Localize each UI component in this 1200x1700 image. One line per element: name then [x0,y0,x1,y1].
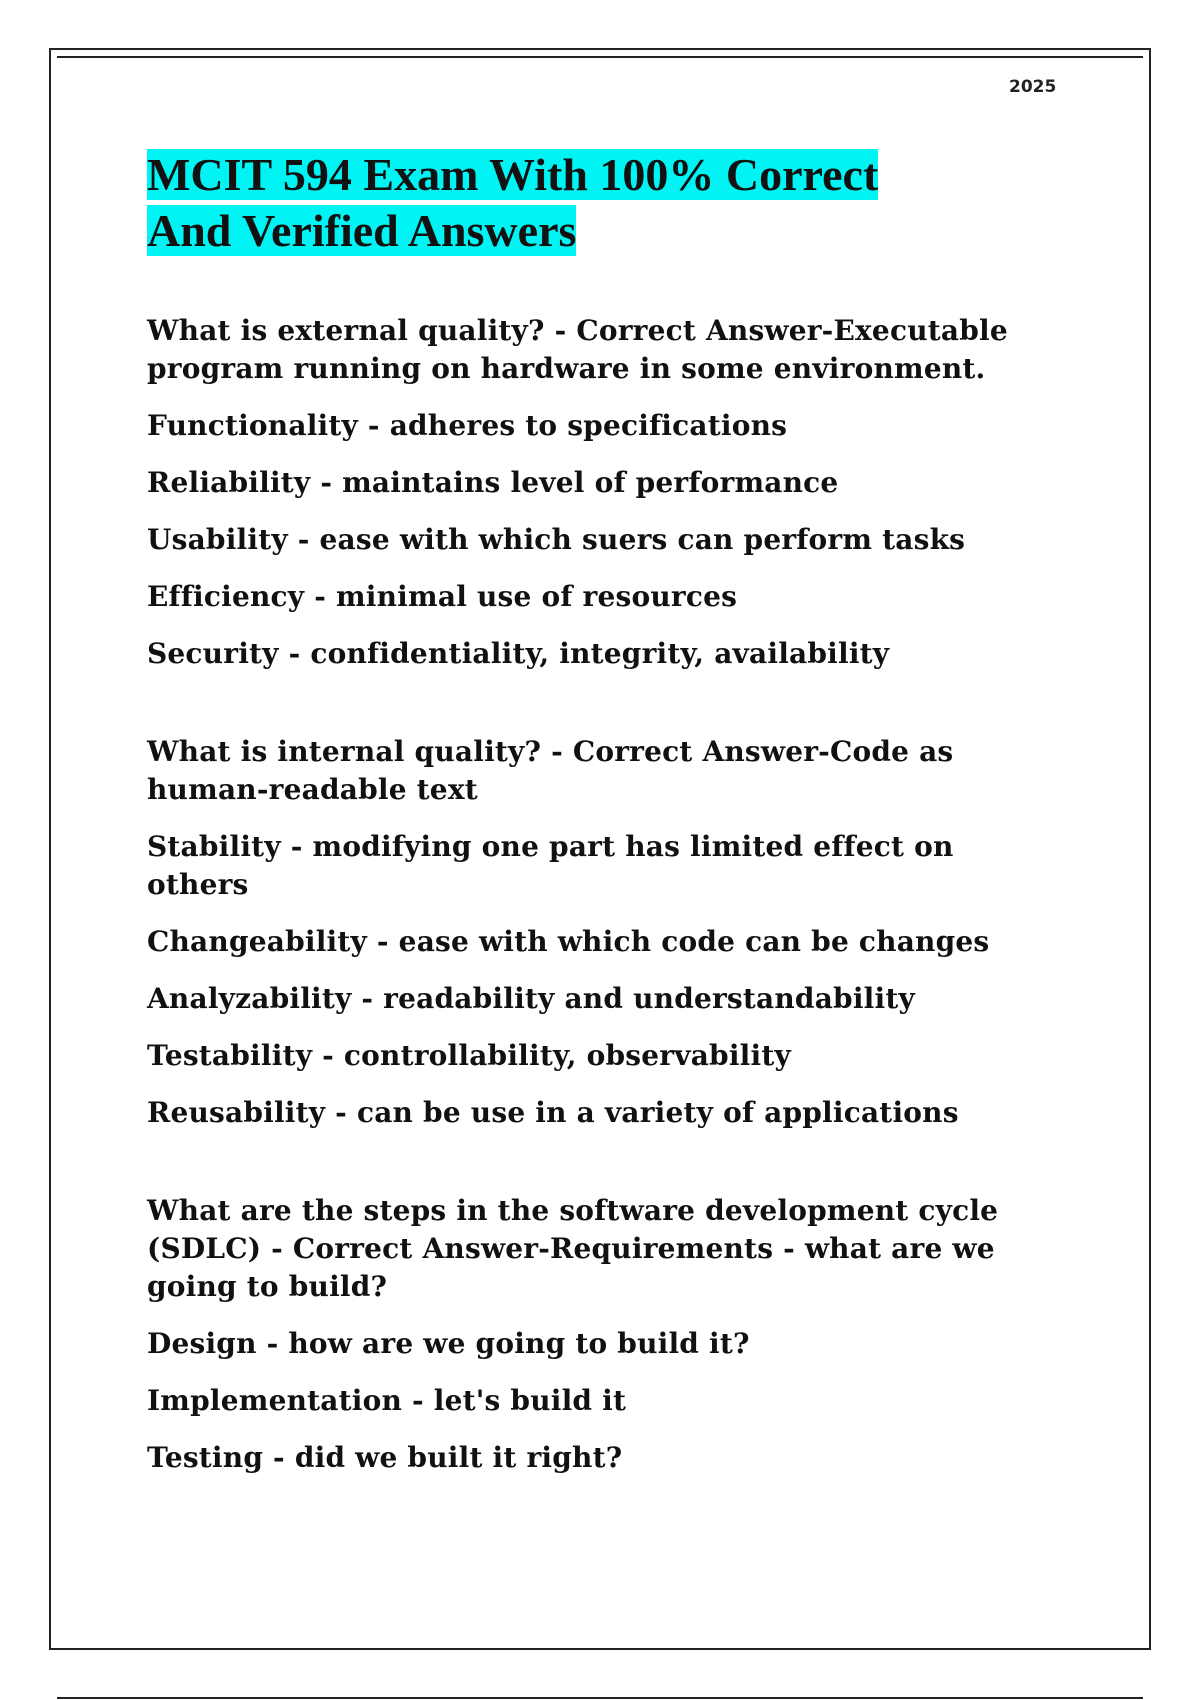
answer-line: Analyzability - readability and understandability [147,982,915,1015]
section-sdlc [147,1192,1027,1477]
answer-line: Stability - modifying one part has limited effect on others [147,830,954,901]
answer-line: Reliability - maintains level of performance [147,466,839,499]
document-title-text: MCIT 594 Exam With 100% Correct And Verified Answers [147,149,879,256]
answer-line: Security - confidentiality, integrity, availability [147,637,890,670]
page-frame [49,48,1151,1650]
document-title [147,147,967,259]
answer-line: Testing - did we built it right? [147,1441,623,1474]
answer-line: Reusability - can be use in a variety of applications [147,1096,959,1129]
document-content [147,312,1027,1496]
answer-line: Design - how are we going to build it? [147,1327,750,1360]
answer-line: Changeability - ease with which code can be changes [147,925,990,958]
next-page-top-rule [57,1697,1143,1699]
question-external-quality: What is external quality? - Correct Answer-Executable program running on hardware in some environment. [147,314,1008,385]
section-external-quality [147,312,1027,673]
answer-line: Functionality - adheres to specifications [147,409,788,442]
header-year: 2025 [1009,77,1057,97]
frame-top-rule [57,56,1143,58]
answer-line: Implementation - let's build it [147,1384,627,1417]
section-internal-quality [147,733,1027,1132]
question-internal-quality: What is internal quality? - Correct Answer-Code as human-readable text [147,735,954,806]
answer-line: Efficiency - minimal use of resources [147,580,738,613]
question-sdlc: What are the steps in the software development cycle (SDLC) - Correct Answer-Requirements - what are we going to build? [147,1194,999,1303]
answer-line: Testability - controllability, observability [147,1039,791,1072]
answer-line: Usability - ease with which suers can perform tasks [147,523,966,556]
